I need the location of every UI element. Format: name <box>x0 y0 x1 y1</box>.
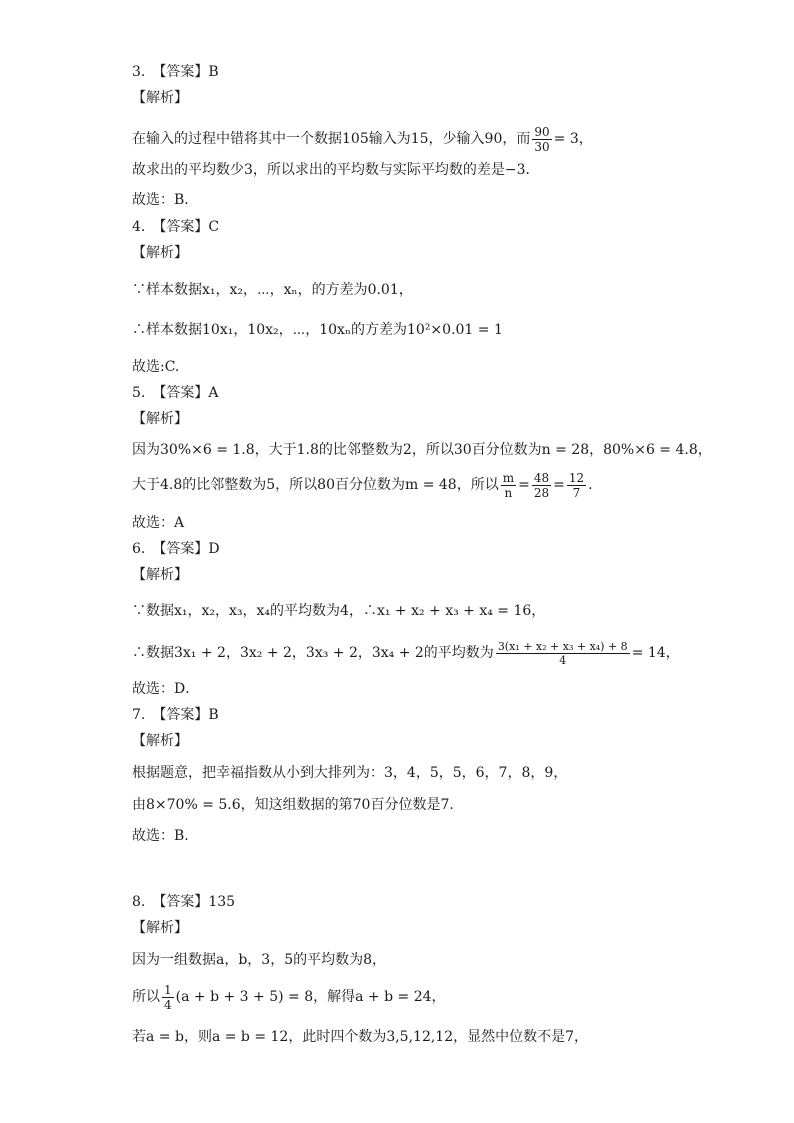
q3-choice: 故选：B． <box>132 192 199 208</box>
q6-analysis-label: 【解析】 <box>132 567 188 583</box>
q8-answer-heading: 8. 【答案】135 <box>132 894 236 910</box>
q4-analysis-label: 【解析】 <box>132 245 188 261</box>
q8-analysis-line-1: 因为一组数据a，b，3，5的平均数为8， <box>132 952 387 968</box>
q5-analysis-line-2: 大于4.8的比邻整数为5，所以80百分位数为m = 48，所以 $\frac{m}{n}$ = $\frac{48}{28}$ = $\frac{12}{7}$ . <box>132 470 593 500</box>
q6-analysis-line-1: ∵数据x₁，x₂，x₃，x₄的平均数为4，∴x₁ + x₂ + x₃ + x₄ = 16， <box>132 603 546 619</box>
q4-answer-heading: 4. 【答案】C <box>132 219 220 235</box>
q5-analysis-label: 【解析】 <box>132 411 188 427</box>
q5-answer-heading: 5. 【答案】A <box>132 385 219 401</box>
q7-analysis-label: 【解析】 <box>132 733 188 749</box>
q7-analysis-line-1: 根据题意，把幸福指数从小到大排列为：3，4，5，5，6，7，8，9， <box>132 765 568 781</box>
q5-fraction-48-28: $\frac{48}{28}$ <box>533 470 550 500</box>
q7-analysis-line-2: 由8×70% = 5.6，知这组数据的第70百分位数是7. <box>132 797 454 813</box>
q5-choice: 故选：A <box>132 515 185 531</box>
q6-answer-heading: 6. 【答案】D <box>132 541 220 557</box>
q3-answer-heading: 3. 【答案】B <box>132 64 219 80</box>
q3-analysis-line-2: 故求出的平均数少3，所以求出的平均数与实际平均数的差是−3． <box>132 162 540 178</box>
q6-analysis-line-2: ∴数据3x₁ + 2，3x₂ + 2，3x₃ + 2，3x₄ + 2的平均数为 $\frac{\text{3(x₁ + x₂ + x₃ + x₄) + 8}}{4}$ = 14， <box>132 639 680 667</box>
q8-analysis-line-3: 若a = b，则a = b = 12，此时四个数为3,5,12,12，显然中位数不是7， <box>132 1029 589 1045</box>
q3-fraction: $\frac{90}{30}$ <box>534 124 550 154</box>
q4-analysis-line-1: ∵样本数据x₁，x₂，⋯，xₙ，的方差为0.01， <box>132 282 413 298</box>
q6-fraction: $\frac{\text{3(x₁ + x₂ + x₃ + x₄) + 8}}{4}$ <box>497 639 628 667</box>
q7-choice: 故选：B. <box>132 828 189 844</box>
q3-text: 在输入的过程中错将其中一个数据105输入为15，少输入90，而 <box>132 131 531 147</box>
q5-fraction-m-n: $\frac{m}{n}$ <box>502 470 515 500</box>
q3-analysis-line-1: 在输入的过程中错将其中一个数据105输入为15，少输入90，而 $\frac{90}{30}$ = 3， <box>132 124 593 154</box>
q6-choice: 故选：D． <box>132 681 200 697</box>
q5-fraction-12-7: $\frac{12}{7}$ <box>568 470 585 500</box>
q5-analysis-line-1: 因为30%×6 = 1.8，大于1.8的比邻整数为2，所以30百分位数为n = 28，80%×6 = 4.8， <box>132 442 712 458</box>
q4-choice: 故选:C. <box>132 359 180 375</box>
q4-analysis-line-2: ∴样本数据10x₁，10x₂，⋯，10xₙ的方差为10²×0.01 = 1 <box>132 322 503 338</box>
q7-answer-heading: 7. 【答案】B <box>132 707 219 723</box>
q8-fraction: $\frac{1}{4}$ <box>164 982 172 1012</box>
q8-analysis-label: 【解析】 <box>132 920 188 936</box>
q8-analysis-line-2: 所以 $\frac{1}{4}$ (a + b + 3 + 5) = 8，解得a + b = 24， <box>132 982 446 1012</box>
q3-analysis-label: 【解析】 <box>132 90 188 106</box>
